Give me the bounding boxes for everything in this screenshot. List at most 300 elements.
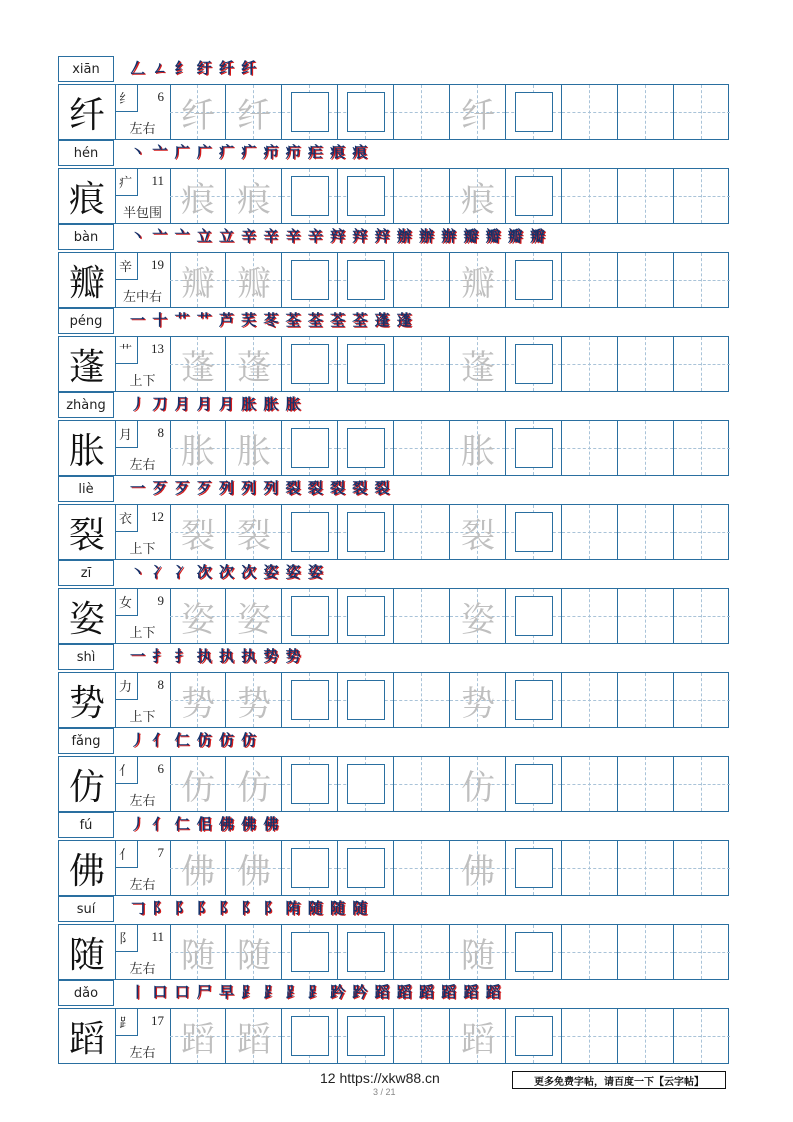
trace-cell[interactable]	[170, 421, 226, 475]
model-character: 佛	[59, 841, 116, 895]
writing-box-cell[interactable]	[282, 337, 338, 391]
model-character: 蹈	[59, 1009, 116, 1063]
writing-box-cell[interactable]	[338, 253, 394, 307]
practice-cell[interactable]	[674, 1009, 730, 1063]
writing-box-cell[interactable]	[506, 421, 562, 475]
writing-box-cell[interactable]	[282, 169, 338, 223]
practice-cell[interactable]	[674, 421, 730, 475]
pinyin-label: dǎo	[58, 980, 114, 1006]
guide-line	[674, 364, 730, 365]
practice-cell[interactable]	[618, 673, 674, 727]
structure-label: 左中右	[122, 290, 162, 305]
structure-label: 上下	[129, 542, 156, 557]
inner-box	[347, 848, 385, 888]
character-info	[115, 421, 171, 475]
pinyin-row	[58, 476, 729, 502]
pinyin-row	[58, 560, 729, 586]
practice-row	[58, 756, 729, 812]
guide-line	[701, 589, 702, 643]
structure-label: 上下	[129, 710, 156, 725]
practice-cell[interactable]	[562, 505, 618, 559]
guide-line	[421, 1009, 422, 1063]
model-character: 仿	[59, 757, 116, 811]
stroke-count: 13	[151, 341, 164, 356]
trace-cell[interactable]	[170, 505, 226, 559]
pinyin-label: zī	[58, 560, 114, 586]
inner-box	[291, 428, 329, 468]
trace-character: 胀	[461, 431, 495, 472]
guide-line	[701, 673, 702, 727]
guide-line	[674, 868, 730, 869]
practice-cell[interactable]	[562, 169, 618, 223]
guide-line	[589, 169, 590, 223]
inner-box	[347, 344, 385, 384]
practice-cell[interactable]	[618, 421, 674, 475]
model-character: 痕	[59, 169, 116, 223]
inner-box	[347, 92, 385, 132]
character-block	[58, 728, 729, 812]
trace-cell[interactable]	[450, 673, 506, 727]
character-block	[58, 56, 729, 140]
practice-row	[58, 924, 729, 980]
stroke-count: 6	[157, 761, 164, 776]
writing-box-cell[interactable]	[338, 1009, 394, 1063]
writing-box-cell[interactable]	[338, 421, 394, 475]
trace-character: 随	[181, 935, 215, 976]
writing-box-cell[interactable]	[338, 337, 394, 391]
trace-character: 姿	[181, 599, 215, 640]
trace-cell[interactable]	[170, 925, 226, 979]
writing-box-cell[interactable]	[338, 505, 394, 559]
radical: 亻	[119, 848, 133, 863]
trace-cell[interactable]	[226, 757, 282, 811]
practice-cell[interactable]	[674, 85, 730, 139]
writing-box-cell[interactable]	[282, 589, 338, 643]
trace-cell[interactable]	[450, 841, 506, 895]
radical: 疒	[119, 176, 133, 191]
practice-cell[interactable]	[394, 1009, 450, 1063]
pinyin-row	[58, 56, 729, 82]
practice-cell[interactable]	[618, 841, 674, 895]
guide-line	[701, 757, 702, 811]
inner-box	[515, 344, 553, 384]
writing-box-cell[interactable]	[506, 673, 562, 727]
practice-cell[interactable]	[618, 253, 674, 307]
trace-cell[interactable]	[170, 85, 226, 139]
trace-cell[interactable]	[450, 925, 506, 979]
inner-box	[347, 176, 385, 216]
guide-line	[589, 337, 590, 391]
radical: 月	[119, 428, 133, 443]
practice-row	[58, 840, 729, 896]
trace-cell[interactable]	[450, 589, 506, 643]
radical: 女	[119, 596, 133, 611]
stroke-order: 𠃋 ㄥ 纟 纡 纤 纤	[130, 59, 258, 77]
pinyin-row	[58, 224, 729, 250]
trace-character: 瓣	[461, 263, 495, 304]
trace-character: 瓣	[181, 263, 215, 304]
guide-line	[701, 421, 702, 475]
guide-line	[421, 673, 422, 727]
footer-url[interactable]: 12 https://xkw88.cn	[320, 1070, 440, 1086]
practice-row	[58, 84, 729, 140]
writing-box-cell[interactable]	[282, 757, 338, 811]
writing-box-cell[interactable]	[506, 169, 562, 223]
trace-character: 蹈	[237, 1019, 271, 1060]
guide-line	[701, 337, 702, 391]
guide-line	[645, 841, 646, 895]
practice-cell[interactable]	[394, 505, 450, 559]
structure-label: 左右	[129, 1046, 156, 1061]
trace-character: 纤	[237, 95, 271, 136]
inner-box	[291, 512, 329, 552]
guide-line	[674, 112, 730, 113]
writing-box-cell[interactable]	[506, 925, 562, 979]
trace-character: 蓬	[181, 347, 215, 388]
writing-box-cell[interactable]	[506, 85, 562, 139]
inner-box	[291, 176, 329, 216]
practice-cell[interactable]	[674, 925, 730, 979]
guide-line	[645, 169, 646, 223]
practice-cell[interactable]	[394, 925, 450, 979]
practice-cell[interactable]	[394, 841, 450, 895]
guide-line	[645, 253, 646, 307]
trace-character: 纤	[181, 95, 215, 136]
guide-line	[701, 85, 702, 139]
practice-cell[interactable]	[674, 673, 730, 727]
pinyin-label: xiān	[58, 56, 114, 82]
practice-row	[58, 168, 729, 224]
trace-cell[interactable]	[226, 925, 282, 979]
inner-box	[291, 932, 329, 972]
page-number: 3 / 21	[373, 1087, 396, 1097]
pinyin-row	[58, 644, 729, 670]
practice-cell[interactable]	[394, 589, 450, 643]
structure-label: 左右	[129, 122, 156, 137]
guide-line	[674, 532, 730, 533]
guide-line	[589, 253, 590, 307]
practice-cell[interactable]	[674, 169, 730, 223]
trace-character: 佛	[181, 851, 215, 892]
pinyin-row	[58, 980, 729, 1006]
pinyin-row	[58, 392, 729, 418]
trace-cell[interactable]	[450, 169, 506, 223]
writing-box-cell[interactable]	[506, 841, 562, 895]
guide-line	[674, 700, 730, 701]
pinyin-label: zhàng	[58, 392, 114, 418]
inner-box	[515, 260, 553, 300]
practice-cell[interactable]	[562, 841, 618, 895]
writing-box-cell[interactable]	[506, 337, 562, 391]
practice-cell[interactable]	[618, 169, 674, 223]
practice-cell[interactable]	[618, 589, 674, 643]
trace-character: 瓣	[237, 263, 271, 304]
trace-cell[interactable]	[226, 85, 282, 139]
guide-line	[421, 85, 422, 139]
stroke-order: 𠃌 阝 阝 阝 阝 阝 阝 陏 随 随 随	[130, 899, 369, 917]
practice-cell[interactable]	[562, 673, 618, 727]
radical: 辛	[119, 260, 133, 275]
trace-cell[interactable]	[226, 589, 282, 643]
trace-character: 蹈	[461, 1019, 495, 1060]
structure-label: 左右	[129, 794, 156, 809]
guide-line	[421, 757, 422, 811]
radical: 纟	[119, 92, 133, 107]
trace-cell[interactable]	[226, 253, 282, 307]
trace-cell[interactable]	[226, 1009, 282, 1063]
writing-box-cell[interactable]	[282, 1009, 338, 1063]
practice-cell[interactable]	[674, 757, 730, 811]
trace-cell[interactable]	[170, 757, 226, 811]
inner-box	[515, 1016, 553, 1056]
character-info	[115, 925, 171, 979]
trace-cell[interactable]	[450, 253, 506, 307]
inner-box	[347, 932, 385, 972]
trace-character: 随	[237, 935, 271, 976]
trace-cell[interactable]	[170, 253, 226, 307]
guide-line	[589, 421, 590, 475]
trace-cell[interactable]	[170, 1009, 226, 1063]
guide-line	[645, 337, 646, 391]
trace-character: 势	[181, 683, 215, 724]
structure-label: 左右	[129, 878, 156, 893]
trace-cell[interactable]	[450, 505, 506, 559]
stroke-order: 丿 亻 仁 佀 佛 佛 佛	[130, 815, 280, 833]
writing-box-cell[interactable]	[338, 589, 394, 643]
stroke-order: 一 十 艹 艹 芦 芺 苳 荃 荃 荃 荃 蓬 蓬	[130, 311, 413, 329]
practice-cell[interactable]	[618, 337, 674, 391]
practice-cell[interactable]	[394, 169, 450, 223]
stroke-order: 一 扌 扌 执 执 执 势 势	[130, 647, 302, 665]
guide-line	[701, 169, 702, 223]
stroke-count: 12	[151, 509, 164, 524]
character-block	[58, 560, 729, 644]
radical: 亻	[119, 764, 133, 779]
trace-character: 纤	[461, 95, 495, 136]
trace-cell[interactable]	[450, 421, 506, 475]
practice-cell[interactable]	[394, 673, 450, 727]
trace-cell[interactable]	[170, 337, 226, 391]
inner-box	[291, 848, 329, 888]
guide-line	[421, 505, 422, 559]
structure-label: 上下	[129, 374, 156, 389]
practice-cell[interactable]	[618, 757, 674, 811]
model-character: 随	[59, 925, 116, 979]
pinyin-row	[58, 140, 729, 166]
trace-character: 蓬	[461, 347, 495, 388]
inner-box	[515, 176, 553, 216]
practice-cell[interactable]	[562, 589, 618, 643]
practice-cell[interactable]	[562, 925, 618, 979]
model-character: 姿	[59, 589, 116, 643]
writing-box-cell[interactable]	[338, 85, 394, 139]
stroke-order: 丶 冫 冫 次 次 次 姿 姿 姿	[130, 563, 324, 581]
model-character: 纤	[59, 85, 116, 139]
radical: 阝	[119, 932, 133, 947]
structure-label: 左右	[129, 458, 156, 473]
practice-cell[interactable]	[394, 757, 450, 811]
practice-row	[58, 336, 729, 392]
character-block	[58, 644, 729, 728]
stroke-count: 8	[157, 425, 164, 440]
radical: 艹	[119, 344, 133, 359]
trace-cell[interactable]	[170, 673, 226, 727]
stroke-count: 11	[151, 929, 164, 944]
stroke-order: 丶 亠 广 广 疒 疒 疖 疖 疟 痕 痕	[130, 143, 369, 161]
inner-box	[291, 92, 329, 132]
pinyin-label: suí	[58, 896, 114, 922]
practice-cell[interactable]	[562, 1009, 618, 1063]
trace-cell[interactable]	[450, 337, 506, 391]
stroke-count: 17	[151, 1013, 164, 1028]
trace-cell[interactable]	[226, 169, 282, 223]
inner-box	[347, 428, 385, 468]
inner-box	[515, 92, 553, 132]
character-block	[58, 392, 729, 476]
radical: 衣	[119, 512, 133, 527]
practice-cell[interactable]	[394, 337, 450, 391]
practice-cell[interactable]	[394, 85, 450, 139]
guide-line	[421, 337, 422, 391]
practice-cell[interactable]	[618, 85, 674, 139]
guide-line	[701, 253, 702, 307]
guide-line	[589, 757, 590, 811]
inner-box	[347, 596, 385, 636]
practice-cell[interactable]	[562, 337, 618, 391]
writing-box-cell[interactable]	[338, 169, 394, 223]
guide-line	[589, 1009, 590, 1063]
stroke-order: 一 歹 歹 歹 列 列 列 裂 裂 裂 裂 裂	[130, 479, 391, 497]
writing-box-cell[interactable]	[506, 1009, 562, 1063]
character-info	[115, 85, 171, 139]
stroke-count: 8	[157, 677, 164, 692]
trace-cell[interactable]	[170, 169, 226, 223]
pinyin-label: fǎng	[58, 728, 114, 754]
writing-box-cell[interactable]	[282, 505, 338, 559]
inner-box	[347, 680, 385, 720]
practice-cell[interactable]	[674, 337, 730, 391]
trace-cell[interactable]	[226, 841, 282, 895]
trace-character: 仿	[237, 767, 271, 808]
practice-cell[interactable]	[562, 421, 618, 475]
trace-cell[interactable]	[450, 757, 506, 811]
practice-row	[58, 672, 729, 728]
structure-label: 左右	[129, 962, 156, 977]
guide-line	[701, 505, 702, 559]
trace-character: 仿	[461, 767, 495, 808]
trace-cell[interactable]	[450, 85, 506, 139]
writing-box-cell[interactable]	[506, 253, 562, 307]
writing-box-cell[interactable]	[506, 589, 562, 643]
writing-box-cell[interactable]	[338, 925, 394, 979]
stroke-order: 丶 亠 亠 立 立 辛 辛 辛 辛 辡 辡 辡 辦 辦 辦 瓣 瓣 瓣 瓣	[130, 227, 547, 245]
writing-box-cell[interactable]	[282, 841, 338, 895]
stroke-count: 7	[157, 845, 164, 860]
pinyin-row	[58, 308, 729, 334]
radical: 力	[119, 680, 133, 695]
writing-box-cell[interactable]	[338, 841, 394, 895]
writing-box-cell[interactable]	[282, 253, 338, 307]
trace-character: 痕	[461, 179, 495, 220]
trace-character: 胀	[181, 431, 215, 472]
trace-cell[interactable]	[226, 337, 282, 391]
trace-character: 裂	[181, 515, 215, 556]
trace-cell[interactable]	[450, 1009, 506, 1063]
pinyin-label: péng	[58, 308, 114, 334]
practice-cell[interactable]	[618, 1009, 674, 1063]
trace-cell[interactable]	[226, 673, 282, 727]
character-block	[58, 140, 729, 224]
practice-cell[interactable]	[394, 253, 450, 307]
guide-line	[701, 1009, 702, 1063]
inner-box	[347, 764, 385, 804]
guide-line	[589, 925, 590, 979]
writing-box-cell[interactable]	[282, 673, 338, 727]
model-character: 裂	[59, 505, 116, 559]
inner-box	[291, 1016, 329, 1056]
stroke-count: 19	[151, 257, 164, 272]
stroke-order: 丨 口 口 尸 早 ⻊ ⻊ ⻊ ⻊ 趻 趻 蹈 蹈 蹈 蹈 蹈 蹈	[130, 983, 502, 1001]
trace-character: 蓬	[237, 347, 271, 388]
stroke-count: 9	[157, 593, 164, 608]
trace-cell[interactable]	[226, 421, 282, 475]
practice-cell[interactable]	[618, 505, 674, 559]
guide-line	[421, 253, 422, 307]
guide-line	[421, 421, 422, 475]
trace-character: 蹈	[181, 1019, 215, 1060]
practice-cell[interactable]	[394, 421, 450, 475]
inner-box	[291, 764, 329, 804]
guide-line	[645, 589, 646, 643]
practice-cell[interactable]	[562, 253, 618, 307]
practice-row	[58, 1008, 729, 1064]
writing-box-cell[interactable]	[282, 925, 338, 979]
guide-line	[421, 841, 422, 895]
practice-cell[interactable]	[674, 589, 730, 643]
guide-line	[645, 757, 646, 811]
practice-cell[interactable]	[674, 505, 730, 559]
practice-cell[interactable]	[562, 757, 618, 811]
writing-box-cell[interactable]	[506, 505, 562, 559]
trace-cell[interactable]	[170, 841, 226, 895]
inner-box	[291, 596, 329, 636]
trace-character: 裂	[237, 515, 271, 556]
guide-line	[674, 784, 730, 785]
practice-row	[58, 252, 729, 308]
writing-box-cell[interactable]	[282, 85, 338, 139]
writing-box-cell[interactable]	[282, 421, 338, 475]
trace-cell[interactable]	[170, 589, 226, 643]
structure-label: 半包围	[122, 206, 162, 221]
trace-cell[interactable]	[226, 505, 282, 559]
character-block	[58, 896, 729, 980]
character-info	[115, 673, 171, 727]
radical: ⻊	[119, 1016, 133, 1031]
guide-line	[589, 841, 590, 895]
practice-cell[interactable]	[562, 85, 618, 139]
guide-line	[674, 1036, 730, 1037]
practice-cell[interactable]	[674, 253, 730, 307]
writing-box-cell[interactable]	[338, 673, 394, 727]
practice-cell[interactable]	[618, 925, 674, 979]
pinyin-label: fú	[58, 812, 114, 838]
guide-line	[645, 421, 646, 475]
writing-box-cell[interactable]	[338, 757, 394, 811]
character-info	[115, 169, 171, 223]
writing-box-cell[interactable]	[506, 757, 562, 811]
character-info	[115, 841, 171, 895]
practice-cell[interactable]	[674, 841, 730, 895]
